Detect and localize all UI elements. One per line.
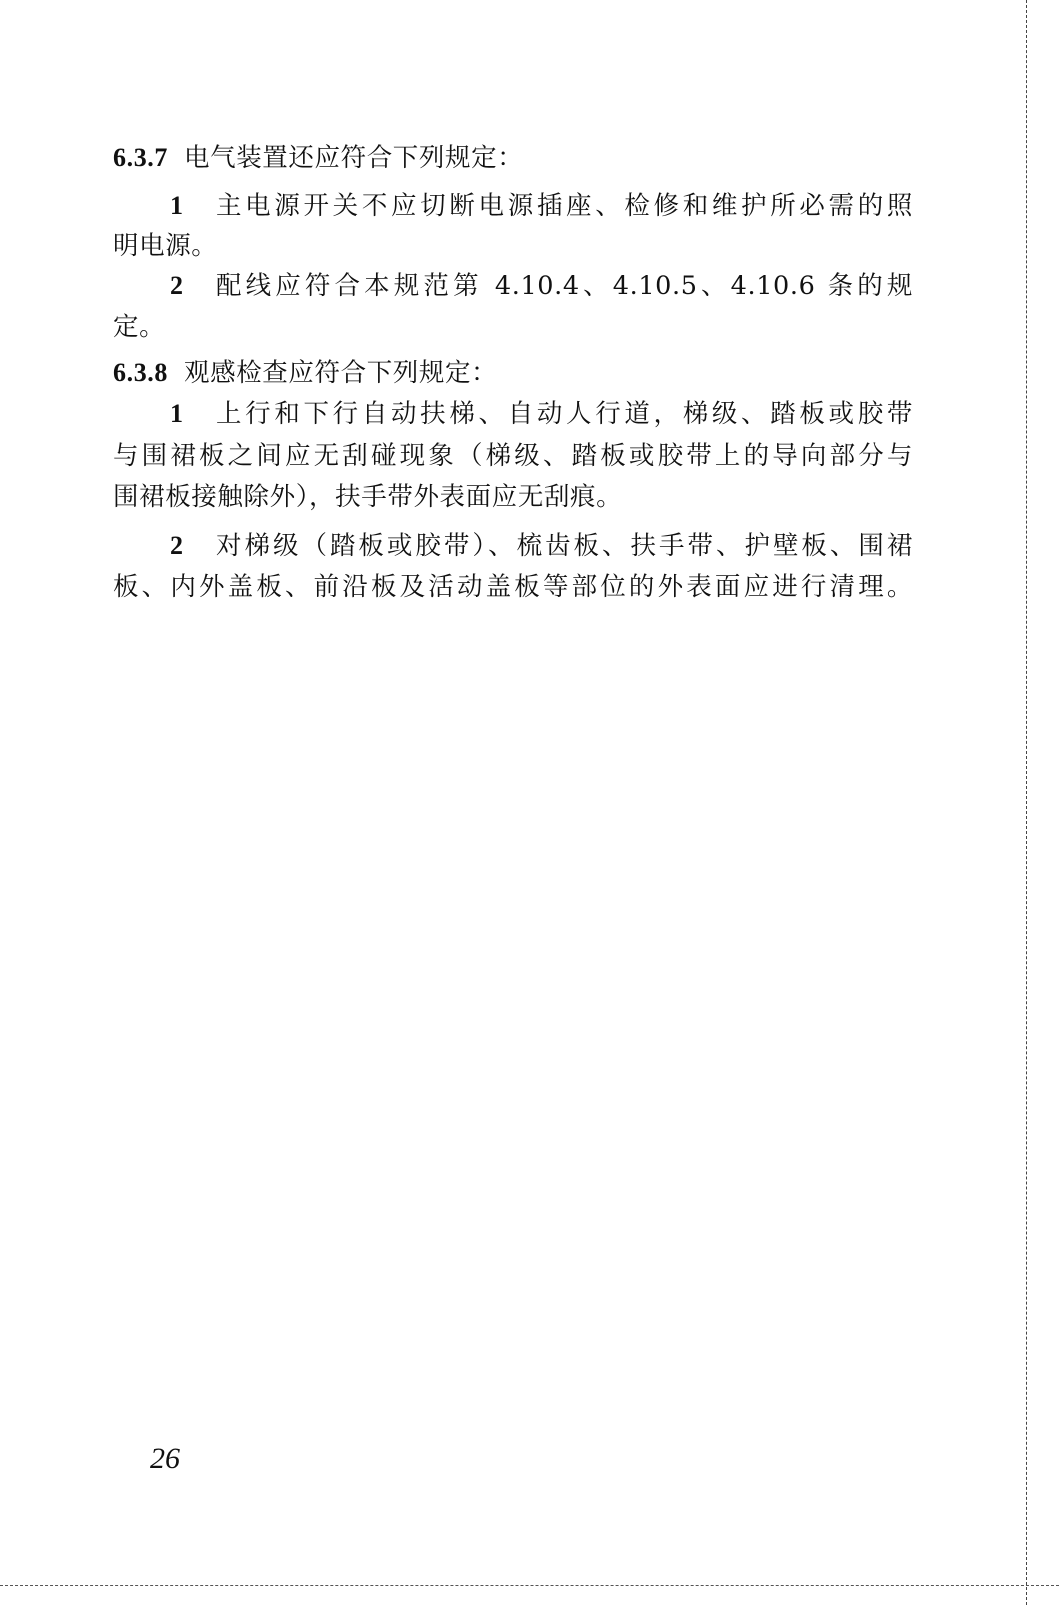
item-line: 围裙板接触除外），扶手带外表面应无刮痕。 xyxy=(113,482,623,512)
item-text: 主电源开关不应切断电源插座、检修和维护所必需的照 xyxy=(216,191,913,221)
item-text: 上行和下行自动扶梯、自动人行道，梯级、踏板或胶带 xyxy=(216,399,913,429)
page-number: 26 xyxy=(150,1442,180,1475)
item-line: 与围裙板之间应无刮碰现象（梯级、踏板或胶带上的导向部分与 xyxy=(113,441,913,471)
item-number: 2 xyxy=(170,531,184,560)
clause-6-3-7-heading xyxy=(113,143,913,173)
clause-number: 6.3.8 xyxy=(113,358,168,387)
item-text: 配线应符合本规范第 4.10.4、4.10.5、4.10.6 条的规 xyxy=(216,271,913,301)
item-line: 定。 xyxy=(113,312,166,342)
item-number: 2 xyxy=(170,271,184,300)
item-number: 1 xyxy=(170,399,184,428)
item-line: 板、内外盖板、前沿板及活动盖板等部位的外表面应进行清理。 xyxy=(113,572,913,602)
page-edge-right xyxy=(1026,0,1027,1605)
clause-number: 6.3.7 xyxy=(113,143,168,172)
page-edge-bottom xyxy=(0,1585,1059,1586)
clause-6-3-8-heading xyxy=(113,358,913,388)
clause-title: 观感检查应符合下列规定： xyxy=(184,358,498,388)
item-line: 明电源。 xyxy=(113,231,218,261)
clause-title: 电气装置还应符合下列规定： xyxy=(184,143,524,173)
item-text: 对梯级（踏板或胶带）、梳齿板、扶手带、护壁板、围裙 xyxy=(216,531,913,561)
item-number: 1 xyxy=(170,191,184,220)
